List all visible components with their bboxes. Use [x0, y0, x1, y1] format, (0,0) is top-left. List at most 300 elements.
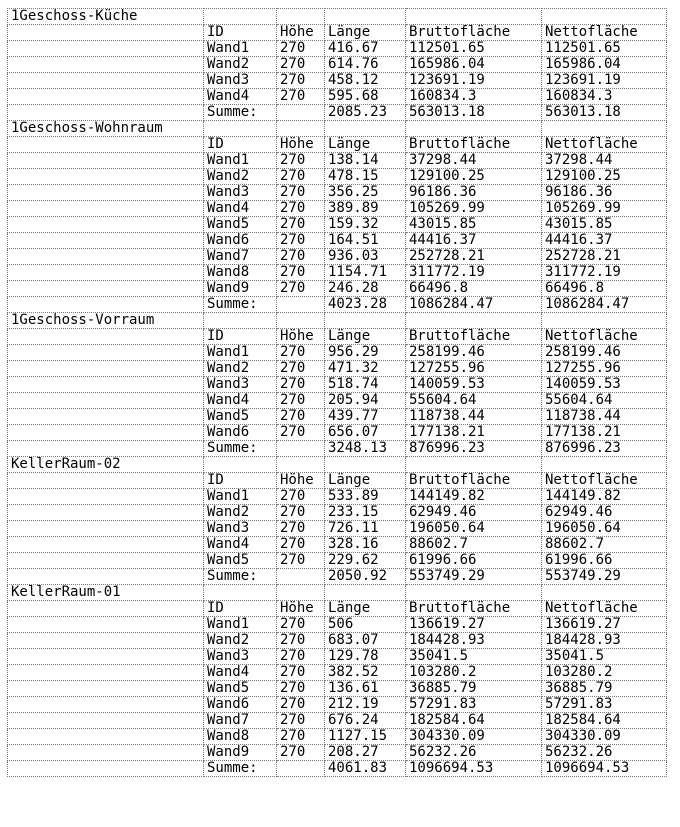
sum-label-cell[interactable]: Summe: — [204, 105, 277, 121]
wall-height-cell[interactable]: 270 — [277, 713, 325, 729]
header-id-cell[interactable]: ID — [204, 329, 277, 345]
wall-gross-area-cell[interactable]: 88602.7 — [406, 537, 542, 553]
empty-cell[interactable] — [8, 345, 204, 361]
wall-height-cell[interactable]: 270 — [277, 217, 325, 233]
wall-net-area-cell[interactable]: 258199.46 — [542, 345, 667, 361]
header-laenge-cell[interactable]: Länge — [325, 473, 406, 489]
wall-gross-area-cell[interactable]: 182584.64 — [406, 713, 542, 729]
empty-cell[interactable] — [542, 313, 667, 329]
sum-net-area-cell[interactable]: 563013.18 — [542, 105, 667, 121]
wall-net-area-cell[interactable]: 105269.99 — [542, 201, 667, 217]
wall-height-cell[interactable]: 270 — [277, 153, 325, 169]
header-id-cell[interactable]: ID — [204, 473, 277, 489]
wall-id-cell[interactable]: Wand2 — [204, 57, 277, 73]
wall-length-cell[interactable]: 208.27 — [325, 745, 406, 761]
empty-cell[interactable] — [325, 9, 406, 25]
empty-cell[interactable] — [8, 281, 204, 297]
empty-cell[interactable] — [204, 585, 277, 601]
wall-net-area-cell[interactable]: 66496.8 — [542, 281, 667, 297]
wall-height-cell[interactable]: 270 — [277, 553, 325, 569]
wall-id-cell[interactable]: Wand4 — [204, 89, 277, 105]
empty-cell[interactable] — [204, 9, 277, 25]
empty-cell[interactable] — [325, 313, 406, 329]
wall-length-cell[interactable]: 233.15 — [325, 505, 406, 521]
wall-net-area-cell[interactable]: 57291.83 — [542, 697, 667, 713]
wall-gross-area-cell[interactable]: 44416.37 — [406, 233, 542, 249]
wall-gross-area-cell[interactable]: 61996.66 — [406, 553, 542, 569]
wall-gross-area-cell[interactable]: 55604.64 — [406, 393, 542, 409]
wall-length-cell[interactable]: 1127.15 — [325, 729, 406, 745]
header-laenge-cell[interactable]: Länge — [325, 25, 406, 41]
sum-net-area-cell[interactable]: 1086284.47 — [542, 297, 667, 313]
wall-net-area-cell[interactable]: 136619.27 — [542, 617, 667, 633]
wall-net-area-cell[interactable]: 96186.36 — [542, 185, 667, 201]
wall-length-cell[interactable]: 956.29 — [325, 345, 406, 361]
empty-cell[interactable] — [8, 137, 204, 153]
wall-gross-area-cell[interactable]: 43015.85 — [406, 217, 542, 233]
wall-gross-area-cell[interactable]: 103280.2 — [406, 665, 542, 681]
empty-cell[interactable] — [8, 153, 204, 169]
wall-gross-area-cell[interactable]: 144149.82 — [406, 489, 542, 505]
empty-cell[interactable] — [8, 601, 204, 617]
empty-cell[interactable] — [277, 457, 325, 473]
wall-height-cell[interactable]: 270 — [277, 345, 325, 361]
wall-height-cell[interactable]: 270 — [277, 377, 325, 393]
wall-gross-area-cell[interactable]: 311772.19 — [406, 265, 542, 281]
empty-cell[interactable] — [406, 457, 542, 473]
wall-height-cell[interactable]: 270 — [277, 249, 325, 265]
wall-gross-area-cell[interactable]: 165986.04 — [406, 57, 542, 73]
wall-length-cell[interactable]: 595.68 — [325, 89, 406, 105]
wall-length-cell[interactable]: 726.11 — [325, 521, 406, 537]
wall-height-cell[interactable]: 270 — [277, 185, 325, 201]
wall-net-area-cell[interactable]: 140059.53 — [542, 377, 667, 393]
wall-gross-area-cell[interactable]: 129100.25 — [406, 169, 542, 185]
sum-gross-area-cell[interactable]: 563013.18 — [406, 105, 542, 121]
sum-length-cell[interactable]: 3248.13 — [325, 441, 406, 457]
wall-gross-area-cell[interactable]: 160834.3 — [406, 89, 542, 105]
empty-cell[interactable] — [8, 25, 204, 41]
wall-height-cell[interactable]: 270 — [277, 537, 325, 553]
sum-label-cell[interactable]: Summe: — [204, 569, 277, 585]
wall-net-area-cell[interactable]: 88602.7 — [542, 537, 667, 553]
wall-id-cell[interactable]: Wand7 — [204, 713, 277, 729]
wall-id-cell[interactable]: Wand6 — [204, 425, 277, 441]
wall-height-cell[interactable]: 270 — [277, 233, 325, 249]
empty-cell[interactable] — [8, 361, 204, 377]
empty-cell[interactable] — [542, 457, 667, 473]
header-bruttoflaeche-cell[interactable]: Bruttofläche — [406, 137, 542, 153]
header-bruttoflaeche-cell[interactable]: Bruttofläche — [406, 601, 542, 617]
wall-id-cell[interactable]: Wand4 — [204, 201, 277, 217]
wall-gross-area-cell[interactable]: 177138.21 — [406, 425, 542, 441]
wall-height-cell[interactable]: 270 — [277, 745, 325, 761]
wall-net-area-cell[interactable]: 112501.65 — [542, 41, 667, 57]
empty-cell[interactable] — [542, 585, 667, 601]
header-bruttoflaeche-cell[interactable]: Bruttofläche — [406, 25, 542, 41]
sum-net-area-cell[interactable]: 1096694.53 — [542, 761, 667, 777]
sum-label-cell[interactable]: Summe: — [204, 297, 277, 313]
empty-cell[interactable] — [277, 105, 325, 121]
empty-cell[interactable] — [277, 441, 325, 457]
empty-cell[interactable] — [8, 233, 204, 249]
sum-gross-area-cell[interactable]: 876996.23 — [406, 441, 542, 457]
wall-id-cell[interactable]: Wand5 — [204, 553, 277, 569]
empty-cell[interactable] — [204, 121, 277, 137]
wall-net-area-cell[interactable]: 165986.04 — [542, 57, 667, 73]
empty-cell[interactable] — [325, 457, 406, 473]
wall-length-cell[interactable]: 159.32 — [325, 217, 406, 233]
wall-height-cell[interactable]: 270 — [277, 649, 325, 665]
wall-length-cell[interactable]: 164.51 — [325, 233, 406, 249]
empty-cell[interactable] — [8, 377, 204, 393]
header-bruttoflaeche-cell[interactable]: Bruttofläche — [406, 329, 542, 345]
room-title-cell[interactable]: KellerRaum-02 — [8, 457, 204, 473]
empty-cell[interactable] — [8, 297, 204, 313]
wall-gross-area-cell[interactable]: 304330.09 — [406, 729, 542, 745]
wall-length-cell[interactable]: 246.28 — [325, 281, 406, 297]
header-id-cell[interactable]: ID — [204, 25, 277, 41]
wall-net-area-cell[interactable]: 184428.93 — [542, 633, 667, 649]
empty-cell[interactable] — [8, 425, 204, 441]
wall-height-cell[interactable]: 270 — [277, 169, 325, 185]
wall-height-cell[interactable]: 270 — [277, 57, 325, 73]
wall-net-area-cell[interactable]: 196050.64 — [542, 521, 667, 537]
empty-cell[interactable] — [8, 537, 204, 553]
wall-gross-area-cell[interactable]: 112501.65 — [406, 41, 542, 57]
wall-net-area-cell[interactable]: 144149.82 — [542, 489, 667, 505]
wall-net-area-cell[interactable]: 43015.85 — [542, 217, 667, 233]
wall-id-cell[interactable]: Wand3 — [204, 521, 277, 537]
empty-cell[interactable] — [325, 121, 406, 137]
wall-net-area-cell[interactable]: 56232.26 — [542, 745, 667, 761]
wall-area-sheet — [7, 8, 667, 777]
wall-id-cell[interactable]: Wand5 — [204, 681, 277, 697]
empty-cell[interactable] — [406, 313, 542, 329]
wall-length-cell[interactable]: 506 — [325, 617, 406, 633]
wall-id-cell[interactable]: Wand2 — [204, 169, 277, 185]
room-title-cell[interactable]: 1Geschoss-Küche — [8, 9, 204, 25]
wall-gross-area-cell[interactable]: 136619.27 — [406, 617, 542, 633]
wall-id-cell[interactable]: Wand1 — [204, 153, 277, 169]
wall-length-cell[interactable]: 676.24 — [325, 713, 406, 729]
wall-length-cell[interactable]: 416.67 — [325, 41, 406, 57]
empty-cell[interactable] — [8, 169, 204, 185]
wall-length-cell[interactable]: 683.07 — [325, 633, 406, 649]
wall-id-cell[interactable]: Wand4 — [204, 393, 277, 409]
wall-net-area-cell[interactable]: 36885.79 — [542, 681, 667, 697]
empty-cell[interactable] — [277, 9, 325, 25]
empty-cell[interactable] — [8, 649, 204, 665]
wall-gross-area-cell[interactable]: 196050.64 — [406, 521, 542, 537]
wall-id-cell[interactable]: Wand2 — [204, 505, 277, 521]
wall-length-cell[interactable]: 382.52 — [325, 665, 406, 681]
wall-gross-area-cell[interactable]: 252728.21 — [406, 249, 542, 265]
wall-gross-area-cell[interactable]: 105269.99 — [406, 201, 542, 217]
wall-length-cell[interactable]: 138.14 — [325, 153, 406, 169]
empty-cell[interactable] — [8, 569, 204, 585]
wall-id-cell[interactable]: Wand3 — [204, 185, 277, 201]
wall-id-cell[interactable]: Wand9 — [204, 745, 277, 761]
wall-height-cell[interactable]: 270 — [277, 73, 325, 89]
empty-cell[interactable] — [8, 665, 204, 681]
sum-gross-area-cell[interactable]: 553749.29 — [406, 569, 542, 585]
header-nettoflaeche-cell[interactable]: Nettofläche — [542, 329, 667, 345]
empty-cell[interactable] — [8, 745, 204, 761]
empty-cell[interactable] — [277, 761, 325, 777]
wall-net-area-cell[interactable]: 118738.44 — [542, 409, 667, 425]
wall-length-cell[interactable]: 936.03 — [325, 249, 406, 265]
wall-net-area-cell[interactable]: 304330.09 — [542, 729, 667, 745]
header-nettoflaeche-cell[interactable]: Nettofläche — [542, 25, 667, 41]
empty-cell[interactable] — [8, 505, 204, 521]
wall-gross-area-cell[interactable]: 36885.79 — [406, 681, 542, 697]
wall-height-cell[interactable]: 270 — [277, 681, 325, 697]
sum-length-cell[interactable]: 4023.28 — [325, 297, 406, 313]
room-title-cell[interactable]: 1Geschoss-Wohnraum — [8, 121, 204, 137]
wall-net-area-cell[interactable]: 55604.64 — [542, 393, 667, 409]
wall-height-cell[interactable]: 270 — [277, 89, 325, 105]
wall-row — [8, 521, 667, 537]
empty-cell[interactable] — [8, 409, 204, 425]
wall-length-cell[interactable]: 389.89 — [325, 201, 406, 217]
wall-gross-area-cell[interactable]: 184428.93 — [406, 633, 542, 649]
header-nettoflaeche-cell[interactable]: Nettofläche — [542, 137, 667, 153]
wall-id-cell[interactable]: Wand2 — [204, 361, 277, 377]
empty-cell[interactable] — [8, 761, 204, 777]
wall-row — [8, 73, 667, 89]
empty-cell[interactable] — [406, 121, 542, 137]
wall-height-cell[interactable]: 270 — [277, 41, 325, 57]
wall-net-area-cell[interactable]: 311772.19 — [542, 265, 667, 281]
wall-gross-area-cell[interactable]: 57291.83 — [406, 697, 542, 713]
wall-gross-area-cell[interactable]: 127255.96 — [406, 361, 542, 377]
wall-height-cell[interactable]: 270 — [277, 729, 325, 745]
wall-height-cell[interactable]: 270 — [277, 521, 325, 537]
wall-length-cell[interactable]: 205.94 — [325, 393, 406, 409]
wall-id-cell[interactable]: Wand4 — [204, 665, 277, 681]
empty-cell[interactable] — [277, 313, 325, 329]
empty-cell[interactable] — [8, 265, 204, 281]
wall-net-area-cell[interactable]: 127255.96 — [542, 361, 667, 377]
wall-gross-area-cell[interactable]: 118738.44 — [406, 409, 542, 425]
wall-height-cell[interactable]: 270 — [277, 617, 325, 633]
wall-row — [8, 249, 667, 265]
sum-net-area-cell[interactable]: 876996.23 — [542, 441, 667, 457]
wall-net-area-cell[interactable]: 160834.3 — [542, 89, 667, 105]
wall-id-cell[interactable]: Wand8 — [204, 265, 277, 281]
header-laenge-cell[interactable]: Länge — [325, 137, 406, 153]
wall-row — [8, 745, 667, 761]
empty-cell[interactable] — [8, 329, 204, 345]
sum-length-cell[interactable]: 2050.92 — [325, 569, 406, 585]
empty-cell[interactable] — [277, 569, 325, 585]
wall-length-cell[interactable]: 136.61 — [325, 681, 406, 697]
empty-cell[interactable] — [277, 297, 325, 313]
empty-cell[interactable] — [8, 393, 204, 409]
wall-length-cell[interactable]: 533.89 — [325, 489, 406, 505]
wall-id-cell[interactable]: Wand5 — [204, 409, 277, 425]
sum-label-cell[interactable]: Summe: — [204, 761, 277, 777]
wall-length-cell[interactable]: 129.78 — [325, 649, 406, 665]
wall-net-area-cell[interactable]: 62949.46 — [542, 505, 667, 521]
wall-height-cell[interactable]: 270 — [277, 201, 325, 217]
wall-net-area-cell[interactable]: 123691.19 — [542, 73, 667, 89]
wall-length-cell[interactable]: 614.76 — [325, 57, 406, 73]
wall-net-area-cell[interactable]: 129100.25 — [542, 169, 667, 185]
wall-net-area-cell[interactable]: 35041.5 — [542, 649, 667, 665]
wall-id-cell[interactable]: Wand1 — [204, 345, 277, 361]
header-row — [8, 137, 667, 153]
wall-id-cell[interactable]: Wand1 — [204, 489, 277, 505]
wall-gross-area-cell[interactable]: 66496.8 — [406, 281, 542, 297]
wall-gross-area-cell[interactable]: 140059.53 — [406, 377, 542, 393]
empty-cell[interactable] — [542, 121, 667, 137]
room-title-cell[interactable]: 1Geschoss-Vorraum — [8, 313, 204, 329]
empty-cell[interactable] — [8, 185, 204, 201]
empty-cell[interactable] — [8, 713, 204, 729]
wall-height-cell[interactable]: 270 — [277, 361, 325, 377]
empty-cell[interactable] — [8, 73, 204, 89]
wall-row — [8, 729, 667, 745]
header-laenge-cell[interactable]: Länge — [325, 329, 406, 345]
wall-id-cell[interactable]: Wand3 — [204, 73, 277, 89]
wall-length-cell[interactable]: 229.62 — [325, 553, 406, 569]
empty-cell[interactable] — [8, 729, 204, 745]
sum-row — [8, 569, 667, 585]
wall-gross-area-cell[interactable]: 35041.5 — [406, 649, 542, 665]
empty-cell[interactable] — [325, 585, 406, 601]
wall-id-cell[interactable]: Wand2 — [204, 633, 277, 649]
wall-length-cell[interactable]: 478.15 — [325, 169, 406, 185]
empty-cell[interactable] — [406, 9, 542, 25]
wall-length-cell[interactable]: 458.12 — [325, 73, 406, 89]
wall-id-cell[interactable]: Wand6 — [204, 233, 277, 249]
wall-gross-area-cell[interactable]: 123691.19 — [406, 73, 542, 89]
empty-cell[interactable] — [8, 441, 204, 457]
wall-id-cell[interactable]: Wand3 — [204, 377, 277, 393]
empty-cell[interactable] — [204, 457, 277, 473]
header-nettoflaeche-cell[interactable]: Nettofläche — [542, 473, 667, 489]
wall-net-area-cell[interactable]: 37298.44 — [542, 153, 667, 169]
wall-id-cell[interactable]: Wand4 — [204, 537, 277, 553]
empty-cell[interactable] — [8, 41, 204, 57]
room-title-cell[interactable]: KellerRaum-01 — [8, 585, 204, 601]
wall-net-area-cell[interactable]: 61996.66 — [542, 553, 667, 569]
empty-cell[interactable] — [8, 521, 204, 537]
wall-height-cell[interactable]: 270 — [277, 633, 325, 649]
wall-id-cell[interactable]: Wand1 — [204, 41, 277, 57]
wall-height-cell[interactable]: 270 — [277, 393, 325, 409]
wall-length-cell[interactable]: 518.74 — [325, 377, 406, 393]
wall-id-cell[interactable]: Wand3 — [204, 649, 277, 665]
empty-cell[interactable] — [277, 585, 325, 601]
wall-net-area-cell[interactable]: 44416.37 — [542, 233, 667, 249]
wall-height-cell[interactable]: 270 — [277, 489, 325, 505]
wall-length-cell[interactable]: 471.32 — [325, 361, 406, 377]
sum-net-area-cell[interactable]: 553749.29 — [542, 569, 667, 585]
sum-length-cell[interactable]: 2085.23 — [325, 105, 406, 121]
sum-gross-area-cell[interactable]: 1096694.53 — [406, 761, 542, 777]
empty-cell[interactable] — [8, 105, 204, 121]
header-hoehe-cell[interactable]: Höhe — [277, 601, 325, 617]
wall-gross-area-cell[interactable]: 62949.46 — [406, 505, 542, 521]
wall-row — [8, 697, 667, 713]
wall-height-cell[interactable]: 270 — [277, 265, 325, 281]
wall-length-cell[interactable]: 1154.71 — [325, 265, 406, 281]
wall-net-area-cell[interactable]: 252728.21 — [542, 249, 667, 265]
header-hoehe-cell[interactable]: Höhe — [277, 473, 325, 489]
wall-row — [8, 489, 667, 505]
wall-net-area-cell[interactable]: 177138.21 — [542, 425, 667, 441]
header-hoehe-cell[interactable]: Höhe — [277, 329, 325, 345]
empty-cell[interactable] — [8, 249, 204, 265]
wall-length-cell[interactable]: 212.19 — [325, 697, 406, 713]
wall-height-cell[interactable]: 270 — [277, 505, 325, 521]
empty-cell[interactable] — [204, 313, 277, 329]
empty-cell[interactable] — [542, 9, 667, 25]
wall-row — [8, 713, 667, 729]
wall-id-cell[interactable]: Wand6 — [204, 697, 277, 713]
wall-id-cell[interactable]: Wand7 — [204, 249, 277, 265]
empty-cell[interactable] — [8, 201, 204, 217]
empty-cell[interactable] — [8, 697, 204, 713]
wall-height-cell[interactable]: 270 — [277, 697, 325, 713]
empty-cell[interactable] — [8, 617, 204, 633]
header-laenge-cell[interactable]: Länge — [325, 601, 406, 617]
sum-gross-area-cell[interactable]: 1086284.47 — [406, 297, 542, 313]
header-id-cell[interactable]: ID — [204, 601, 277, 617]
wall-height-cell[interactable]: 270 — [277, 425, 325, 441]
header-hoehe-cell[interactable]: Höhe — [277, 137, 325, 153]
wall-height-cell[interactable]: 270 — [277, 409, 325, 425]
empty-cell[interactable] — [8, 89, 204, 105]
wall-gross-area-cell[interactable]: 56232.26 — [406, 745, 542, 761]
wall-gross-area-cell[interactable]: 258199.46 — [406, 345, 542, 361]
header-bruttoflaeche-cell[interactable]: Bruttofläche — [406, 473, 542, 489]
empty-cell[interactable] — [8, 681, 204, 697]
wall-id-cell[interactable]: Wand1 — [204, 617, 277, 633]
empty-cell[interactable] — [8, 633, 204, 649]
wall-id-cell[interactable]: Wand8 — [204, 729, 277, 745]
header-nettoflaeche-cell[interactable]: Nettofläche — [542, 601, 667, 617]
empty-cell[interactable] — [8, 489, 204, 505]
empty-cell[interactable] — [8, 217, 204, 233]
wall-gross-area-cell[interactable]: 96186.36 — [406, 185, 542, 201]
empty-cell[interactable] — [277, 121, 325, 137]
sum-length-cell[interactable]: 4061.83 — [325, 761, 406, 777]
empty-cell[interactable] — [8, 553, 204, 569]
wall-length-cell[interactable]: 356.25 — [325, 185, 406, 201]
header-id-cell[interactable]: ID — [204, 137, 277, 153]
wall-height-cell[interactable]: 270 — [277, 281, 325, 297]
empty-cell[interactable] — [8, 57, 204, 73]
wall-net-area-cell[interactable]: 182584.64 — [542, 713, 667, 729]
empty-cell[interactable] — [8, 473, 204, 489]
wall-net-area-cell[interactable]: 103280.2 — [542, 665, 667, 681]
wall-length-cell[interactable]: 656.07 — [325, 425, 406, 441]
sum-label-cell[interactable]: Summe: — [204, 441, 277, 457]
wall-height-cell[interactable]: 270 — [277, 665, 325, 681]
header-hoehe-cell[interactable]: Höhe — [277, 25, 325, 41]
header-row — [8, 473, 667, 489]
wall-length-cell[interactable]: 328.16 — [325, 537, 406, 553]
wall-id-cell[interactable]: Wand5 — [204, 217, 277, 233]
wall-gross-area-cell[interactable]: 37298.44 — [406, 153, 542, 169]
wall-length-cell[interactable]: 439.77 — [325, 409, 406, 425]
empty-cell[interactable] — [406, 585, 542, 601]
wall-id-cell[interactable]: Wand9 — [204, 281, 277, 297]
